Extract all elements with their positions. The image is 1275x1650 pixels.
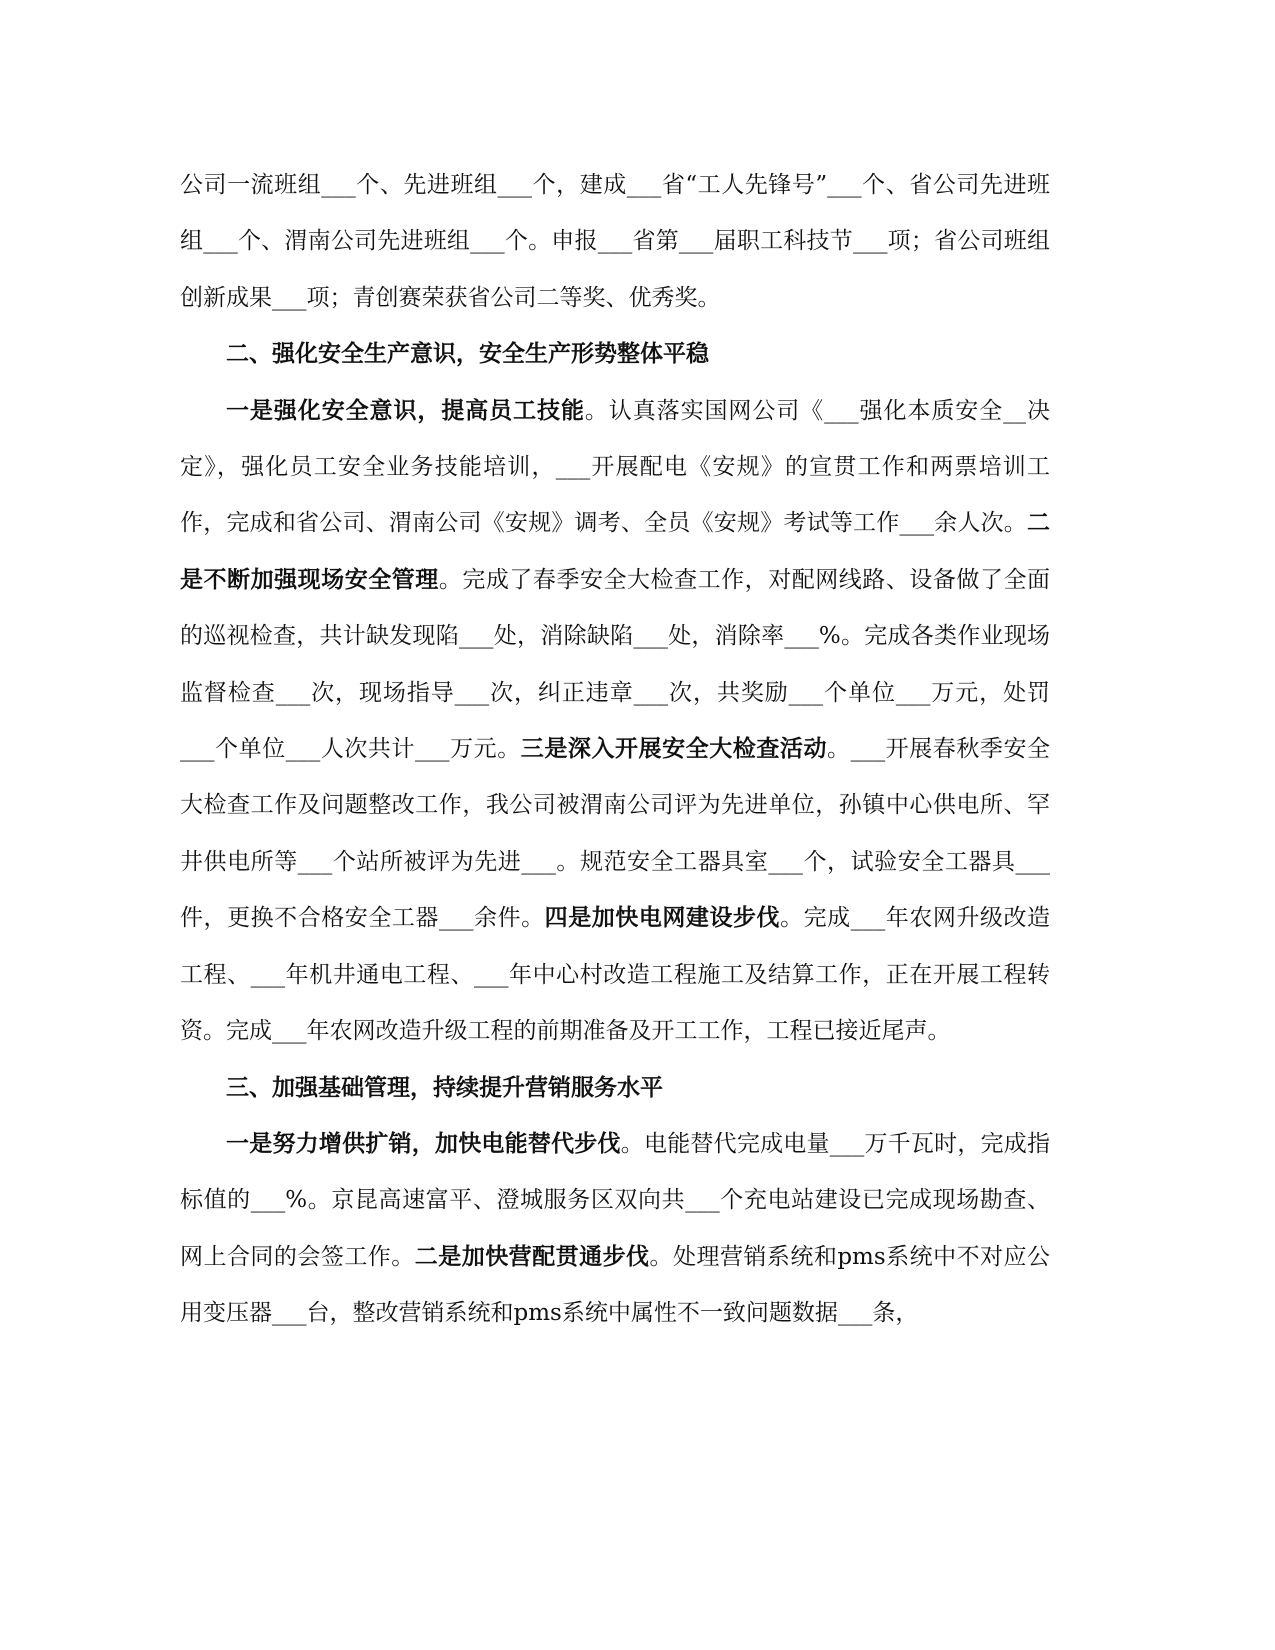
point-heading-4: 四是加快电网建设步伐 xyxy=(544,905,781,932)
paragraph-text: 。电能替代完成电量___万千瓦时，完成指标值的___%。京昆高速富平、澄城服务区双向共___个充电站建设已完成现场勘查、网上合同的会签工作。 xyxy=(180,1130,1051,1270)
point-heading-3: 三是深入开展安全大检查活动 xyxy=(520,736,828,763)
paragraph-text: 。认真落实国网公司《___强化本质安全__决定》，强化员工安全业务技能培训，___开展配电《安规》的宣贯工作和两票培训工作，完成和省公司、渭南公司《安规》调考、全员《安规》考试等工作___余人次。 xyxy=(180,397,1051,537)
paragraph-safety-measures xyxy=(180,383,1050,1060)
section-heading-marketing xyxy=(180,1060,1050,1116)
document-body xyxy=(180,157,1050,1342)
paragraph-text: 。完成___年农网升级改造工程、___年机井通电工程、___年中心村改造工程施工及结算工作，正在开展工程转资。完成___年农网改造升级工程的前期准备及开工工作，工程已接近尾声。 xyxy=(180,905,1051,1045)
point-heading-2: 二是加快营配贯通步伐 xyxy=(414,1243,650,1270)
paragraph-team-awards xyxy=(180,157,1050,326)
paragraph-text: 公司一流班组___个、先进班组___个，建成___省“工人先锋号”___个、省公司先进班组___个、渭南公司先进班组___个。申报___省第___届职工科技节___项；省公司班组创新成果___项；青创赛荣获省公司二等奖、优秀奖。 xyxy=(180,172,1050,311)
paragraph-text: 。处理营销系统和pms系统中不对应公用变压器___台，整改营销系统和pms系统中属性不一致问题数据___条， xyxy=(180,1243,1051,1327)
point-heading-1: 一是强化安全意识，提高员工技能 xyxy=(226,397,585,424)
paragraph-marketing-measures xyxy=(180,1116,1050,1342)
section-heading-text: 三、加强基础管理，持续提升营销服务水平 xyxy=(226,1074,663,1101)
point-heading-2: 二是不断加强现场安全管理 xyxy=(180,510,1050,593)
paragraph-text: 。___开展春秋季安全大检查工作及问题整改工作，我公司被渭南公司评为先进单位，孙镇中心供电所、罕井供电所等___个站所被评为先进___。规范安全工器具室___个，试验安全工器具___件，更换不合格安全工器___余件。 xyxy=(180,736,1051,932)
paragraph-text: 。完成了春季安全大检查工作，对配网线路、设备做了全面的巡视检查，共计缺发现陷___处，消除缺陷___处，消除率___%。完成各类作业现场监督检查___次，现场指导___次，纠正违章___次，共奖励___个单位___万元，处罚___个单位___人次共计___万元。 xyxy=(180,566,1051,763)
point-heading-1: 一是努力增供扩销，加快电能替代步伐 xyxy=(226,1130,621,1157)
section-heading-text: 二、强化安全生产意识，安全生产形势整体平稳 xyxy=(226,341,709,368)
section-heading-safety xyxy=(180,326,1050,382)
